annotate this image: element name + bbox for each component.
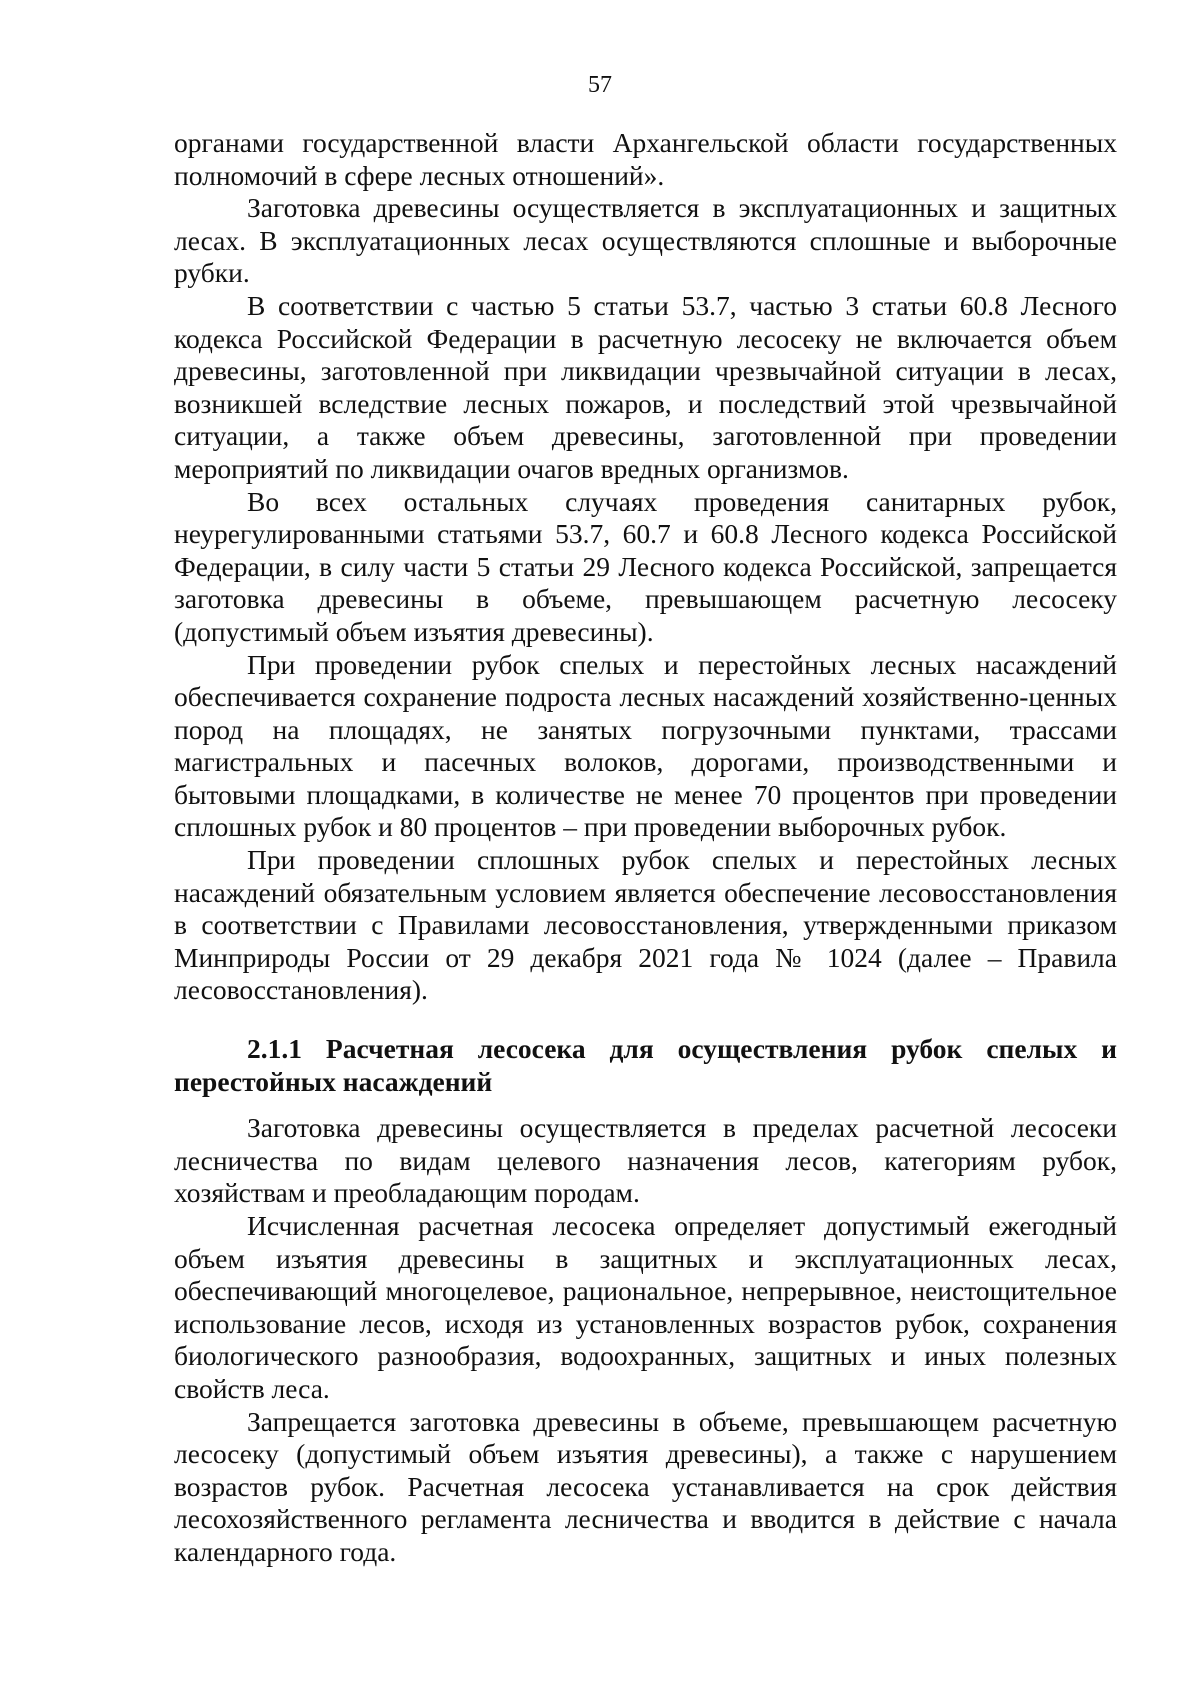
paragraph: При проведении рубок спелых и перестойных лесных насаждений обеспечивается сохранение подроста лесных насаждений хозяйственно-ценных пород на площадях, не занятых погрузочными пунктами, трассами магистральных и пасечных волоков, дорогами, производственными и бытовыми площадками, в количестве не менее 70 процентов при проведении сплошных рубок и 80 процентов – при проведении выборочных рубок.	[174, 648, 1117, 843]
paragraph: Во всех остальных случаях проведения санитарных рубок, неурегулированными статьями 53.7, 60.7 и 60.8 Лесного кодекса Российской Федерации, в силу части 5 статьи 29 Лесного кодекса Российской, запрещается заготовка древесины в объеме, превышающем расчетную лесосеку (допустимый объем изъятия древесины).	[174, 485, 1117, 647]
paragraph: При проведении сплошных рубок спелых и перестойных лесных насаждений обязательным условием является обеспечение лесовосстановления в соответствии с Правилами лесовосстановления, утвержденными приказом Минприроды России от 29 декабря 2021 года № 1024 (далее – Правила лесовосстановления).	[174, 844, 1117, 1006]
paragraph-continuation: органами государственной власти Архангельской области государственных полномочий в сфере лесных отношений».	[174, 127, 1117, 191]
page-number: 57	[588, 72, 612, 98]
document-body	[174, 127, 1117, 1569]
paragraph: Запрещается заготовка древесины в объеме, превышающем расчетную лесосеку (допустимый объем изъятия древесины), а также с нарушением возрастов рубок. Расчетная лесосека устанавливается на срок действия лесохозяйственного регламента лесничества и вводится в действие с начала календарного года.	[174, 1405, 1117, 1567]
paragraph: Исчисленная расчетная лесосека определяет допустимый ежегодный объем изъятия древесины в защитных и эксплуатационных лесах, обеспечивающий многоцелевое, рациональное, непрерывное, неистощительное использование лесов, исходя из установленных возрастов рубок, сохранения биологического разнообразия, водоохранных, защитных и иных полезных свойств леса.	[174, 1210, 1117, 1404]
paragraph: Заготовка древесины осуществляется в эксплуатационных и защитных лесах. В эксплуатационных лесах осуществляются сплошные и выборочные рубки.	[174, 192, 1117, 289]
paragraph: Заготовка древесины осуществляется в пределах расчетной лесосеки лесничества по видам целевого назначения лесов, категориям рубок, хозяйствам и преобладающим породам.	[174, 1112, 1117, 1209]
paragraph: В соответствии с частью 5 статьи 53.7, частью 3 статьи 60.8 Лесного кодекса Российской Федерации в расчетную лесосеку не включается объем древесины, заготовленной при ликвидации чрезвычайной ситуации в лесах, возникшей вследствие лесных пожаров, и последствий этой чрезвычайной ситуации, а также объем древесины, заготовленной при проведении мероприятий по ликвидации очагов вредных организмов.	[174, 289, 1117, 484]
section-heading: 2.1.1 Расчетная лесосека для осуществления рубок спелых и перестойных насаждений	[174, 1033, 1117, 1097]
